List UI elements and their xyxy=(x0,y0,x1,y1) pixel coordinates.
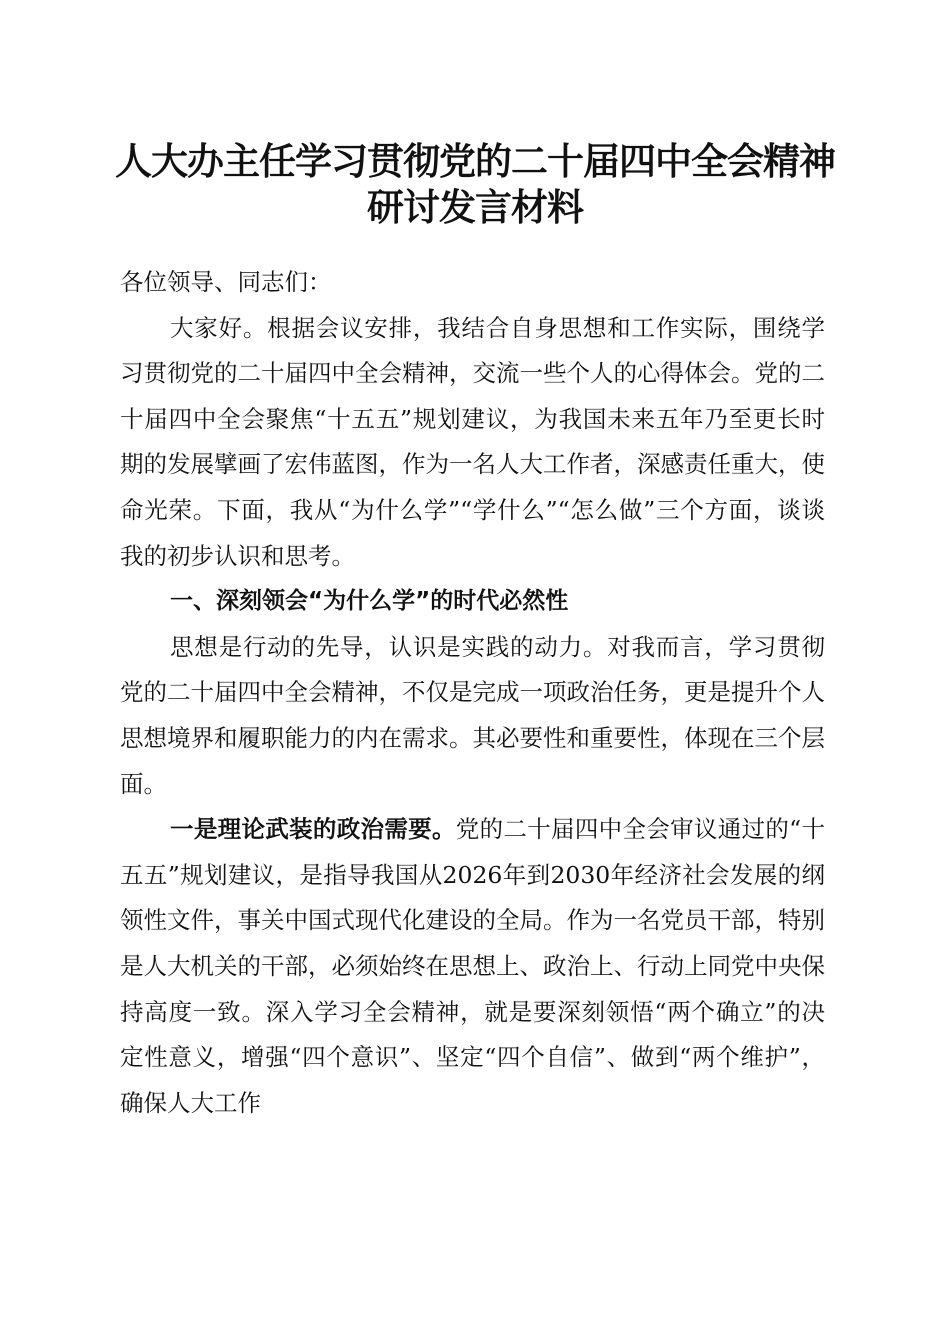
intro-paragraph: 大家好。根据会议安排，我结合自身思想和工作实际，围绕学习贯彻党的二十届四中全会精神，交流一些个人的心得体会。党的二十届四中全会聚焦“十五五”规划建议，为我国未来五年乃至更长时期的发展擘画了宏伟蓝图，作为一名人大工作者，深感责任重大，使命光荣。下面，我从“为什么学”“学什么”“怎么做”三个方面，谈谈我的初步认识和思考。 xyxy=(120,313,825,570)
section-1-paragraph: 思想是行动的先导，认识是实践的动力。对我而言，学习贯彻党的二十届四中全会精神，不仅是完成一项政治任务，更是提升个人思想境界和履职能力的内在需求。其必要性和重要性，体现在三个层面。 xyxy=(120,632,825,798)
document-title-line-2: 研讨发言材料 xyxy=(367,185,583,229)
section-1-heading: 一、深刻领会“为什么学”的时代必然性 xyxy=(170,588,569,615)
point-1-paragraph xyxy=(120,807,825,1126)
document-body xyxy=(120,260,825,1126)
point-1-text: 党的二十届四中全会审议通过的“十五五”规划建议，是指导我国从2026年到2030年经济社会发展的纲领性文件，事关中国式现代化建设的全局。作为一名党员干部，特别是人大机关的干部，必须始终在思想上、政治上、行动上同党中央保持高度一致。深入学习全会精神，就是要深刻领悟“两个确立”的决定性意义，增强“四个意识”、坚定“四个自信”、做到“两个维护”，确保人大工作 xyxy=(120,815,826,1117)
point-1-lead: 一是理论武装的政治需要。 xyxy=(170,815,456,844)
salutation: 各位领导、同志们： xyxy=(120,268,332,296)
document-title-line-1: 人大办主任学习贯彻党的二十届四中全会精神 xyxy=(115,139,835,183)
